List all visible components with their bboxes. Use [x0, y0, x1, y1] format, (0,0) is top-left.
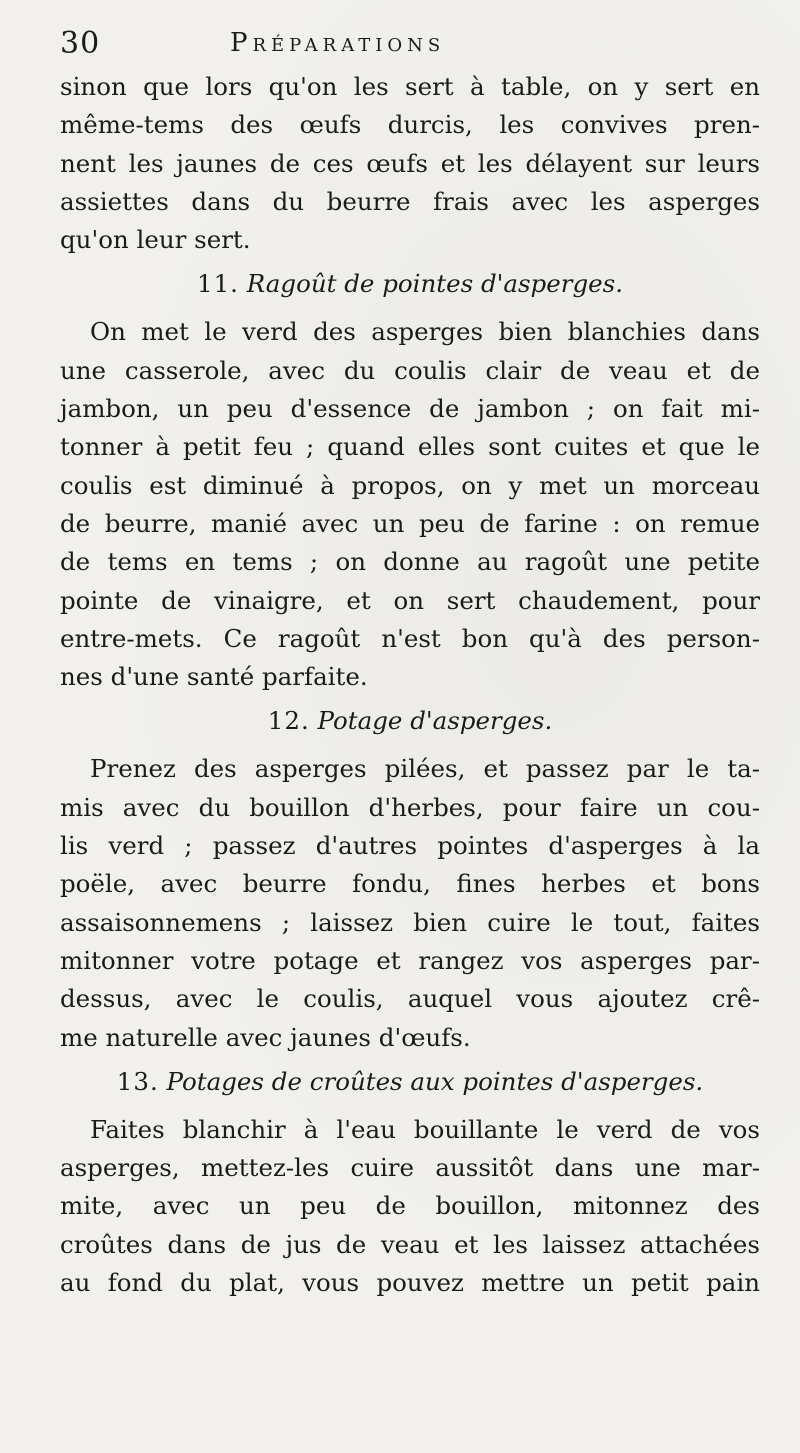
page-body: [60, 68, 760, 1302]
text-line: nes d'une santé parfaite.: [60, 662, 368, 692]
text-line: poële, avec beurre fondu, fines herbes et bons: [60, 869, 760, 899]
text-line: tonner à petit feu ; quand elles sont cuites et que le: [60, 432, 760, 462]
text-line: mite, avec un peu de bouillon, mitonnez des: [60, 1191, 760, 1221]
page-header: [60, 22, 760, 68]
intro-paragraph: [60, 68, 760, 259]
text-line: nent les jaunes de ces œufs et les délayent sur leurs: [60, 148, 760, 178]
section-title: Potages de croûtes aux pointes d'asperges.: [166, 1066, 704, 1096]
text-line: même-tems des œufs durcis, les convives pren-: [60, 110, 760, 140]
text-line: entre-mets. Ce ragoût n'est bon qu'à des person-: [60, 623, 760, 653]
text-line: de beurre, manié avec un peu de farine : on remue: [60, 508, 760, 538]
text-line: me naturelle avec jaunes d'œufs.: [60, 1022, 471, 1052]
text-line: croûtes dans de jus de veau et les laissez attachées: [60, 1229, 760, 1259]
text-line: mis avec du bouillon d'herbes, pour faire un cou-: [60, 792, 760, 822]
section-number: 12.: [267, 706, 310, 736]
text-line: au fond du plat, vous pouvez mettre un petit pain: [60, 1268, 760, 1298]
text-line: mitonner votre potage et rangez vos asperges par-: [60, 945, 760, 975]
text-line: assiettes dans du beurre frais avec les asperges: [60, 186, 760, 216]
section-number: 13.: [116, 1066, 159, 1096]
text-line: Prenez des asperges pilées, et passez par le ta-: [90, 754, 760, 784]
section-number: 11.: [197, 269, 239, 299]
section-heading: [60, 1063, 760, 1101]
section-13: [60, 1063, 760, 1302]
text-line: On met le verd des asperges bien blanchies dans: [90, 317, 760, 347]
page-number: 30: [60, 26, 101, 61]
running-title: Préparations: [230, 28, 446, 58]
section-heading: [60, 702, 760, 740]
text-line: qu'on leur sert.: [60, 225, 251, 255]
text-line: Faites blanchir à l'eau bouillante le verd de vos: [90, 1114, 760, 1144]
section-heading: [60, 265, 760, 303]
text-line: sinon que lors qu'on les sert à table, on y sert en: [60, 72, 760, 101]
text-line: jambon, un peu d'essence de jambon ; on fait mi-: [60, 394, 760, 424]
section-12: [60, 702, 760, 1056]
text-line: coulis est diminué à propos, on y met un morceau: [60, 470, 760, 500]
text-line: une casserole, avec du coulis clair de veau et de: [60, 355, 760, 385]
section-title: Ragoût de pointes d'asperges.: [246, 269, 623, 299]
text-line: lis verd ; passez d'autres pointes d'asperges à la: [60, 831, 760, 861]
section-title: Potage d'asperges.: [317, 706, 553, 736]
text-line: de tems en tems ; on donne au ragoût une petite: [60, 547, 760, 577]
section-11: [60, 265, 760, 696]
text-line: dessus, avec le coulis, auquel vous ajoutez crê-: [60, 984, 760, 1014]
text-line: asperges, mettez-les cuire aussitôt dans une mar-: [60, 1153, 760, 1183]
text-line: assaisonnemens ; laissez bien cuire le tout, faites: [60, 907, 760, 937]
text-line: pointe de vinaigre, et on sert chaudement, pour: [60, 585, 760, 615]
